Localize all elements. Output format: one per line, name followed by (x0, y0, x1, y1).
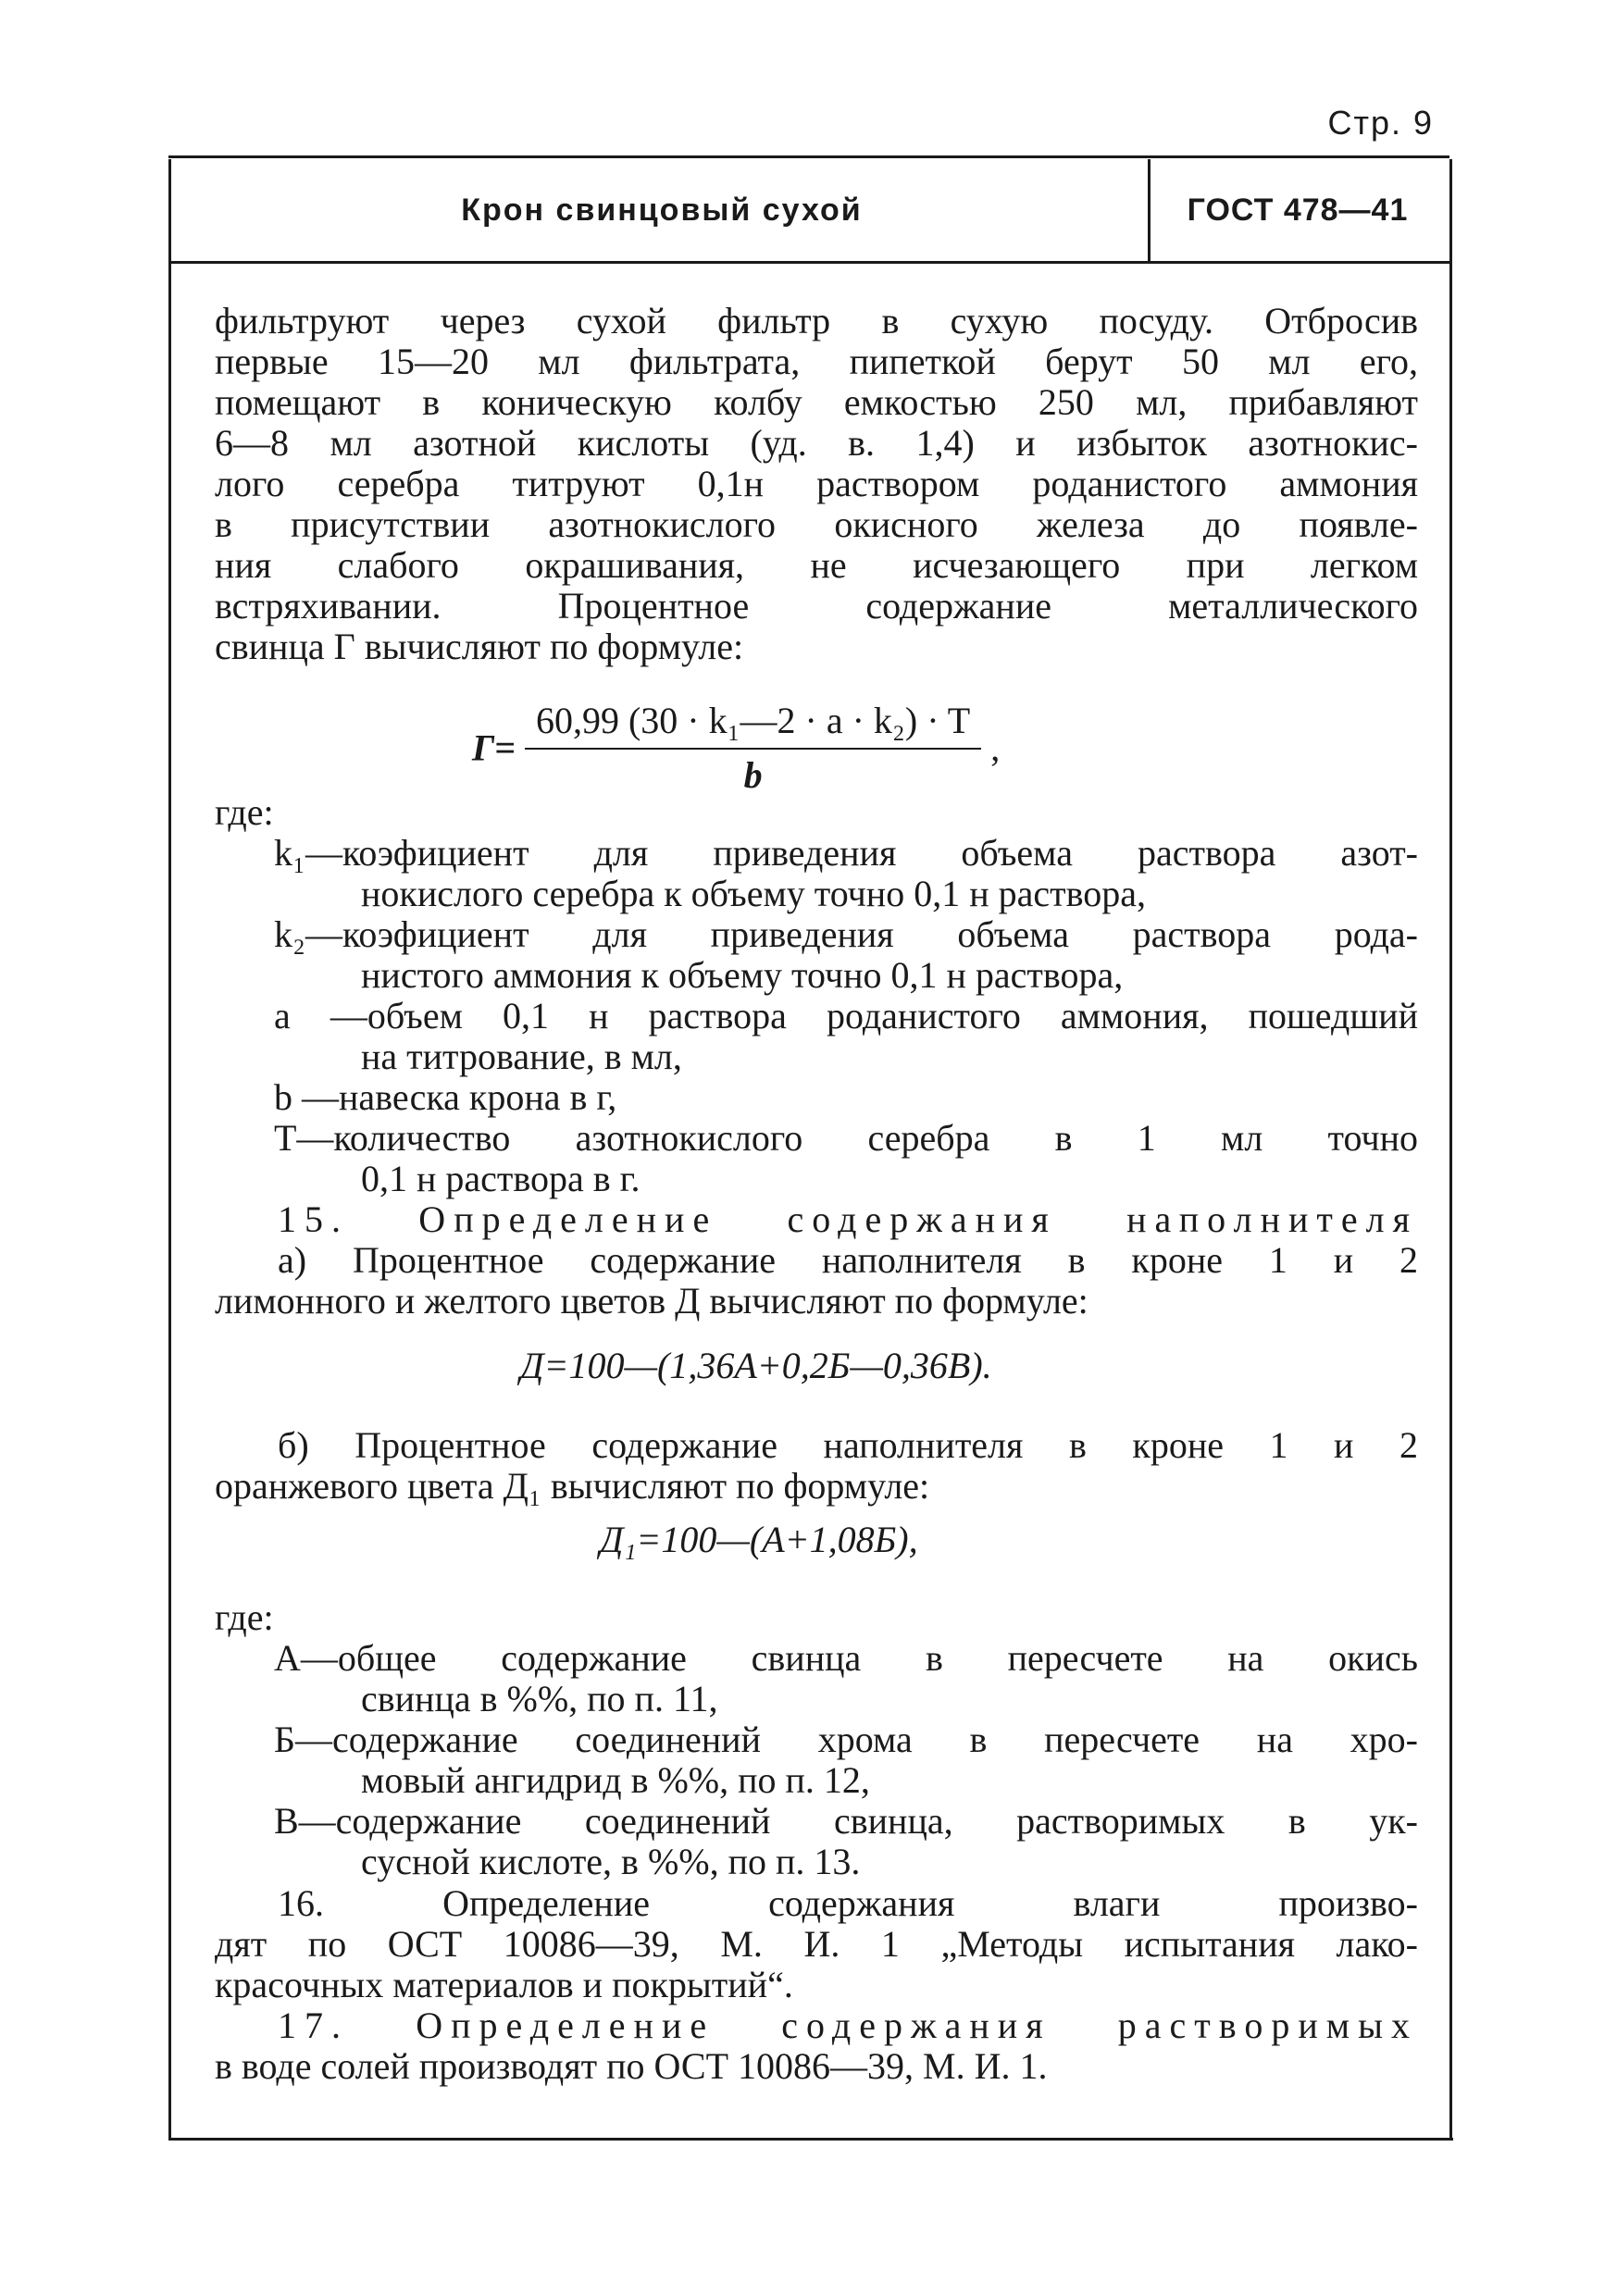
formula-denominator: b (743, 754, 763, 796)
text-line: в присутствии азотнокислого окисного железа до появле- (215, 503, 1418, 545)
definition-continuation: сусной кислоте, в %%, по п. 13. (361, 1841, 861, 1882)
header-bottom-rule (168, 261, 1449, 264)
text-line: фильтруют через сухой фильтр в сухую посуду. Отбросив (215, 300, 1418, 341)
page-number: Стр. 9 (1327, 104, 1434, 142)
definition-item (274, 914, 1418, 996)
definition-list-1 (274, 833, 1418, 1199)
where-label-2: где: (215, 1596, 274, 1638)
definition-continuation: мовый ангидрид в %%, по п. 12, (361, 1759, 870, 1801)
paragraph-1 (215, 301, 1418, 667)
formula-lead (472, 699, 1000, 797)
definition-first-line: a —объем 0,1 н раствора роданистого аммония, пошедший (274, 995, 1418, 1036)
definition-first-line: А—общее содержание свинца в пересчете на окись (274, 1637, 1418, 1679)
definition-item (274, 1638, 1418, 1719)
definition-item (274, 1118, 1418, 1199)
text-line: свинца Г вычисляют по формуле: (215, 626, 744, 667)
header-divider (1148, 159, 1151, 263)
text-line: б) Процентное содержание наполнителя в кроне 1 и 2 (278, 1424, 1418, 1466)
definition-item (274, 996, 1418, 1077)
definition-continuation: на титрование, в мл, (361, 1036, 682, 1077)
definition-first-line: Б—содержание соединений хрома в пересчете на хро- (274, 1719, 1418, 1760)
section-heading: 15. Определение содержания наполнителя (278, 1198, 1418, 1240)
text-line: ния слабого окрашивания, не исчезающего при легком (215, 544, 1418, 586)
definition-first-line: k₂—коэфициент для приведения объема раствора рода- (274, 913, 1418, 955)
definition-first-line: Т—количество азотнокислого серебра в 1 мл точно (274, 1117, 1418, 1159)
definition-item (274, 833, 1418, 914)
definition-first-line: b —навеска крона в г, (274, 1076, 617, 1118)
where-label-1: где: (215, 791, 274, 833)
document-title: Крон свинцовый сухой (461, 192, 863, 228)
definition-first-line: В—содержание соединений свинца, растворимых в ук- (274, 1800, 1418, 1842)
frame-right-border (1449, 159, 1452, 2140)
definition-continuation: нокислого серебра к объему точно 0,1 н раствора, (361, 873, 1146, 914)
definition-list-2 (274, 1638, 1418, 1882)
text-line: лимонного и желтого цветов Д вычисляют по формуле: (215, 1280, 1088, 1322)
definition-item (274, 1801, 1418, 1882)
formula-numerator: 60,99 (30 · k₁—2 · a · k₂) · T (525, 699, 981, 750)
section-16-heading-line: 16. Определение содержания влаги произво- (278, 1882, 1418, 1924)
frame-left-border (168, 159, 171, 2140)
section-15 (215, 1199, 1418, 1322)
section-17 (215, 2005, 1418, 2087)
section-16 (215, 1883, 1418, 2005)
gost-number: ГОСТ 478—41 (1187, 192, 1409, 228)
text-line: лого серебра титруют 0,1н раствором роданистого аммония (215, 463, 1418, 504)
formula-tail: , (990, 726, 1001, 769)
formula-fraction (525, 699, 981, 797)
section-17-heading-line: 17. Определение содержания растворимых (278, 2004, 1418, 2046)
definition-first-line: k₁—коэфициент для приведения объема раствора азот- (274, 832, 1418, 874)
text-line: первые 15—20 мл фильтрата, пипеткой берут 50 мл его, (215, 341, 1418, 382)
definition-continuation: свинца в %%, по п. 11, (361, 1678, 718, 1719)
definition-continuation: нистого аммония к объему точно 0,1 н раствора, (361, 954, 1124, 996)
definition-continuation: 0,1 н раствора в г. (361, 1158, 641, 1199)
section-15-b (215, 1425, 1418, 1507)
text-line: встряхивании. Процентное содержание металлического (215, 585, 1418, 627)
formula-filler-a: Д=100—(1,36А+0,2Б—0,36В). (520, 1345, 992, 1386)
text-line: помещают в коническую колбу емкостью 250 мл, прибавляют (215, 381, 1418, 423)
formula-filler-b: Д₁=100—(А+1,08Б), (600, 1519, 918, 1560)
text-line: оранжевого цвета Д₁ вычисляют по формуле: (215, 1465, 930, 1507)
text-line: дят по ОСТ 10086—39, М. И. 1 „Методы испытания лако- (215, 1923, 1418, 1965)
text-line: а) Процентное содержание наполнителя в кроне 1 и 2 (278, 1239, 1418, 1281)
text-line: 6—8 мл азотной кислоты (уд. в. 1,4) и избыток азотнокис- (215, 422, 1418, 464)
formula-lhs: Г= (472, 726, 516, 769)
definition-item (274, 1077, 1418, 1118)
text-line: красочных материалов и покрытий“. (215, 1964, 793, 2005)
frame-bottom-rule (168, 2138, 1453, 2141)
text-line: в воде солей производят по ОСТ 10086—39, М. И. 1. (215, 2045, 1048, 2087)
header-top-rule (168, 155, 1449, 158)
definition-item (274, 1719, 1418, 1801)
